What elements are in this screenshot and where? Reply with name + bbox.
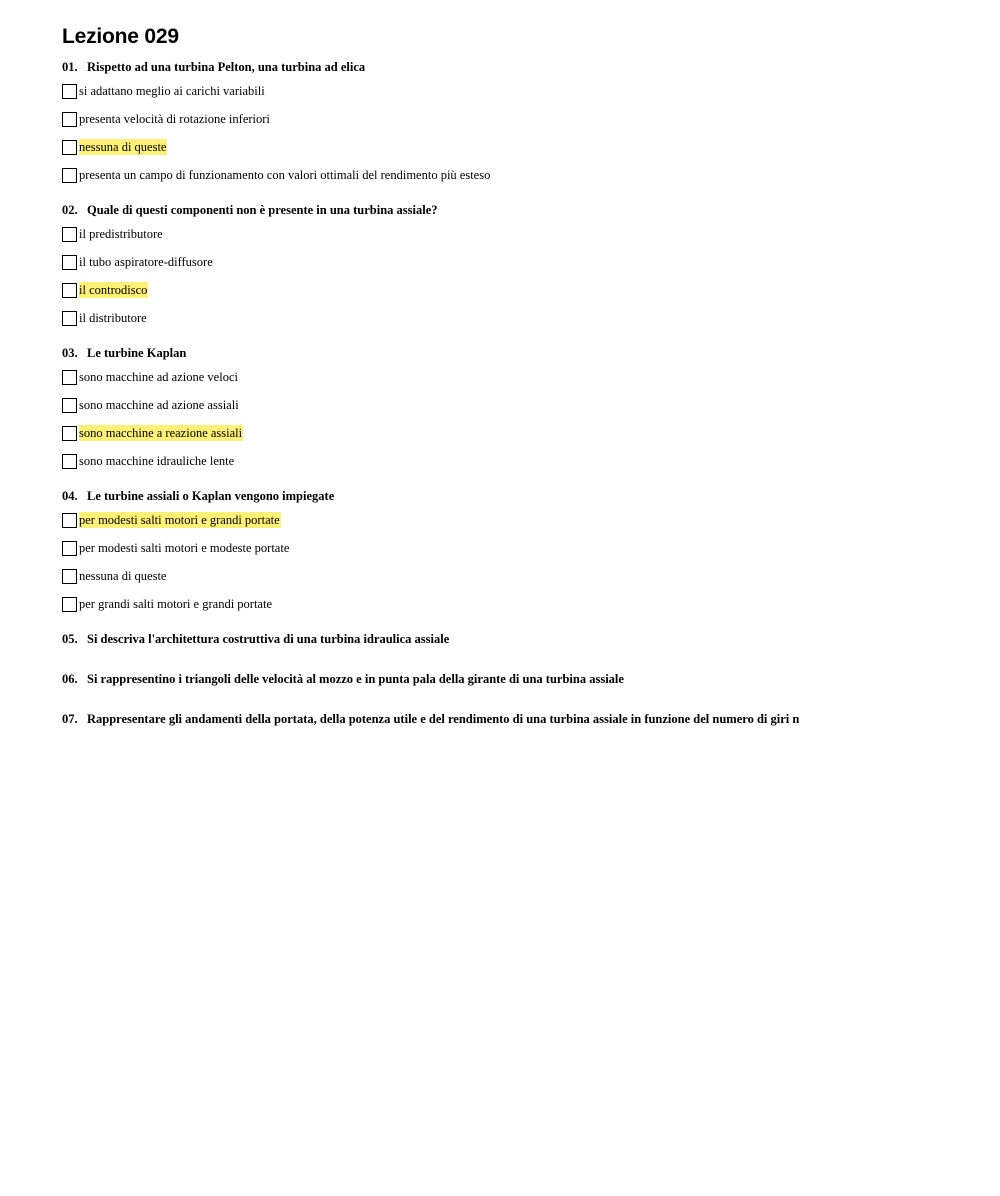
- answer-checkbox[interactable]: [62, 454, 77, 469]
- answer-text: il distributore: [79, 311, 147, 325]
- answer-checkbox[interactable]: [62, 112, 77, 127]
- answer-option[interactable]: [62, 562, 962, 590]
- question-number: 02.: [62, 203, 78, 217]
- answer-list: [62, 506, 962, 618]
- answer-option[interactable]: [62, 534, 962, 562]
- question-5: [62, 631, 962, 671]
- answer-checkbox[interactable]: [62, 84, 77, 99]
- answer-list: [62, 220, 962, 332]
- answer-checkbox[interactable]: [62, 541, 77, 556]
- quiz-page: [62, 24, 962, 751]
- question-heading: [62, 488, 962, 504]
- answer-checkbox[interactable]: [62, 513, 77, 528]
- question-heading: [62, 59, 962, 75]
- answer-checkbox[interactable]: [62, 569, 77, 584]
- question-number: 01.: [62, 60, 78, 74]
- question-number: 04.: [62, 489, 78, 503]
- question-heading: [62, 202, 962, 218]
- answer-checkbox[interactable]: [62, 168, 77, 183]
- answer-list: [62, 363, 962, 475]
- answer-option[interactable]: [62, 590, 962, 618]
- question-heading: [62, 631, 962, 647]
- answer-list: [62, 77, 962, 189]
- question-number: 06.: [62, 672, 78, 686]
- answer-option[interactable]: [62, 133, 962, 161]
- answer-checkbox[interactable]: [62, 227, 77, 242]
- answer-option[interactable]: [62, 363, 962, 391]
- question-number: 07.: [62, 712, 78, 726]
- answer-text: sono macchine ad azione veloci: [79, 370, 238, 384]
- answer-option[interactable]: [62, 506, 962, 534]
- question-number: 05.: [62, 632, 78, 646]
- answer-option[interactable]: [62, 220, 962, 248]
- answer-option[interactable]: [62, 77, 962, 105]
- answer-checkbox[interactable]: [62, 311, 77, 326]
- question-text: Le turbine assiali o Kaplan vengono impiegate: [87, 489, 335, 503]
- answer-option[interactable]: [62, 391, 962, 419]
- question-list: [62, 59, 962, 751]
- answer-text: nessuna di queste: [79, 569, 167, 583]
- answer-checkbox[interactable]: [62, 140, 77, 155]
- answer-text: sono macchine ad azione assiali: [79, 398, 239, 412]
- answer-text-highlighted: il controdisco: [79, 283, 148, 297]
- answer-text: sono macchine idrauliche lente: [79, 454, 235, 468]
- question-text: Si rappresentino i triangoli delle velocità al mozzo e in punta pala della girante di una turbina assiale: [87, 672, 624, 686]
- question-4: [62, 488, 962, 631]
- question-1: [62, 59, 962, 202]
- answer-text-highlighted: per modesti salti motori e grandi portate: [79, 513, 280, 527]
- answer-text: per grandi salti motori e grandi portate: [79, 597, 272, 611]
- answer-option[interactable]: [62, 276, 962, 304]
- question-2: [62, 202, 962, 345]
- answer-option[interactable]: [62, 105, 962, 133]
- answer-text: presenta un campo di funzionamento con valori ottimali del rendimento più esteso: [79, 168, 491, 182]
- answer-text: per modesti salti motori e modeste portate: [79, 541, 290, 555]
- answer-option[interactable]: [62, 161, 962, 189]
- question-text: Rispetto ad una turbina Pelton, una turbina ad elica: [87, 60, 366, 74]
- answer-text: si adattano meglio ai carichi variabili: [79, 84, 265, 98]
- question-heading: [62, 711, 962, 727]
- answer-option[interactable]: [62, 447, 962, 475]
- answer-text: presenta velocità di rotazione inferiori: [79, 112, 270, 126]
- answer-text-highlighted: sono macchine a reazione assiali: [79, 426, 243, 440]
- answer-option[interactable]: [62, 304, 962, 332]
- question-3: [62, 345, 962, 488]
- question-heading: [62, 671, 962, 687]
- answer-checkbox[interactable]: [62, 255, 77, 270]
- question-6: [62, 671, 962, 711]
- question-heading: [62, 345, 962, 361]
- question-number: 03.: [62, 346, 78, 360]
- answer-checkbox[interactable]: [62, 597, 77, 612]
- question-text: Si descriva l'architettura costruttiva di una turbina idraulica assiale: [87, 632, 450, 646]
- answer-text: il tubo aspiratore-diffusore: [79, 255, 213, 269]
- question-7: [62, 711, 962, 751]
- question-text: Le turbine Kaplan: [87, 346, 187, 360]
- answer-option[interactable]: [62, 248, 962, 276]
- answer-text: il predistributore: [79, 227, 163, 241]
- answer-checkbox[interactable]: [62, 370, 77, 385]
- question-text: Rappresentare gli andamenti della portata, della potenza utile e del rendimento di una turbina assiale in funzione del numero di giri n: [87, 712, 800, 726]
- question-text: Quale di questi componenti non è presente in una turbina assiale?: [87, 203, 438, 217]
- answer-checkbox[interactable]: [62, 283, 77, 298]
- answer-text-highlighted: nessuna di queste: [79, 140, 167, 154]
- answer-checkbox[interactable]: [62, 426, 77, 441]
- answer-option[interactable]: [62, 419, 962, 447]
- lesson-title: Lezione 029: [62, 25, 179, 48]
- answer-checkbox[interactable]: [62, 398, 77, 413]
